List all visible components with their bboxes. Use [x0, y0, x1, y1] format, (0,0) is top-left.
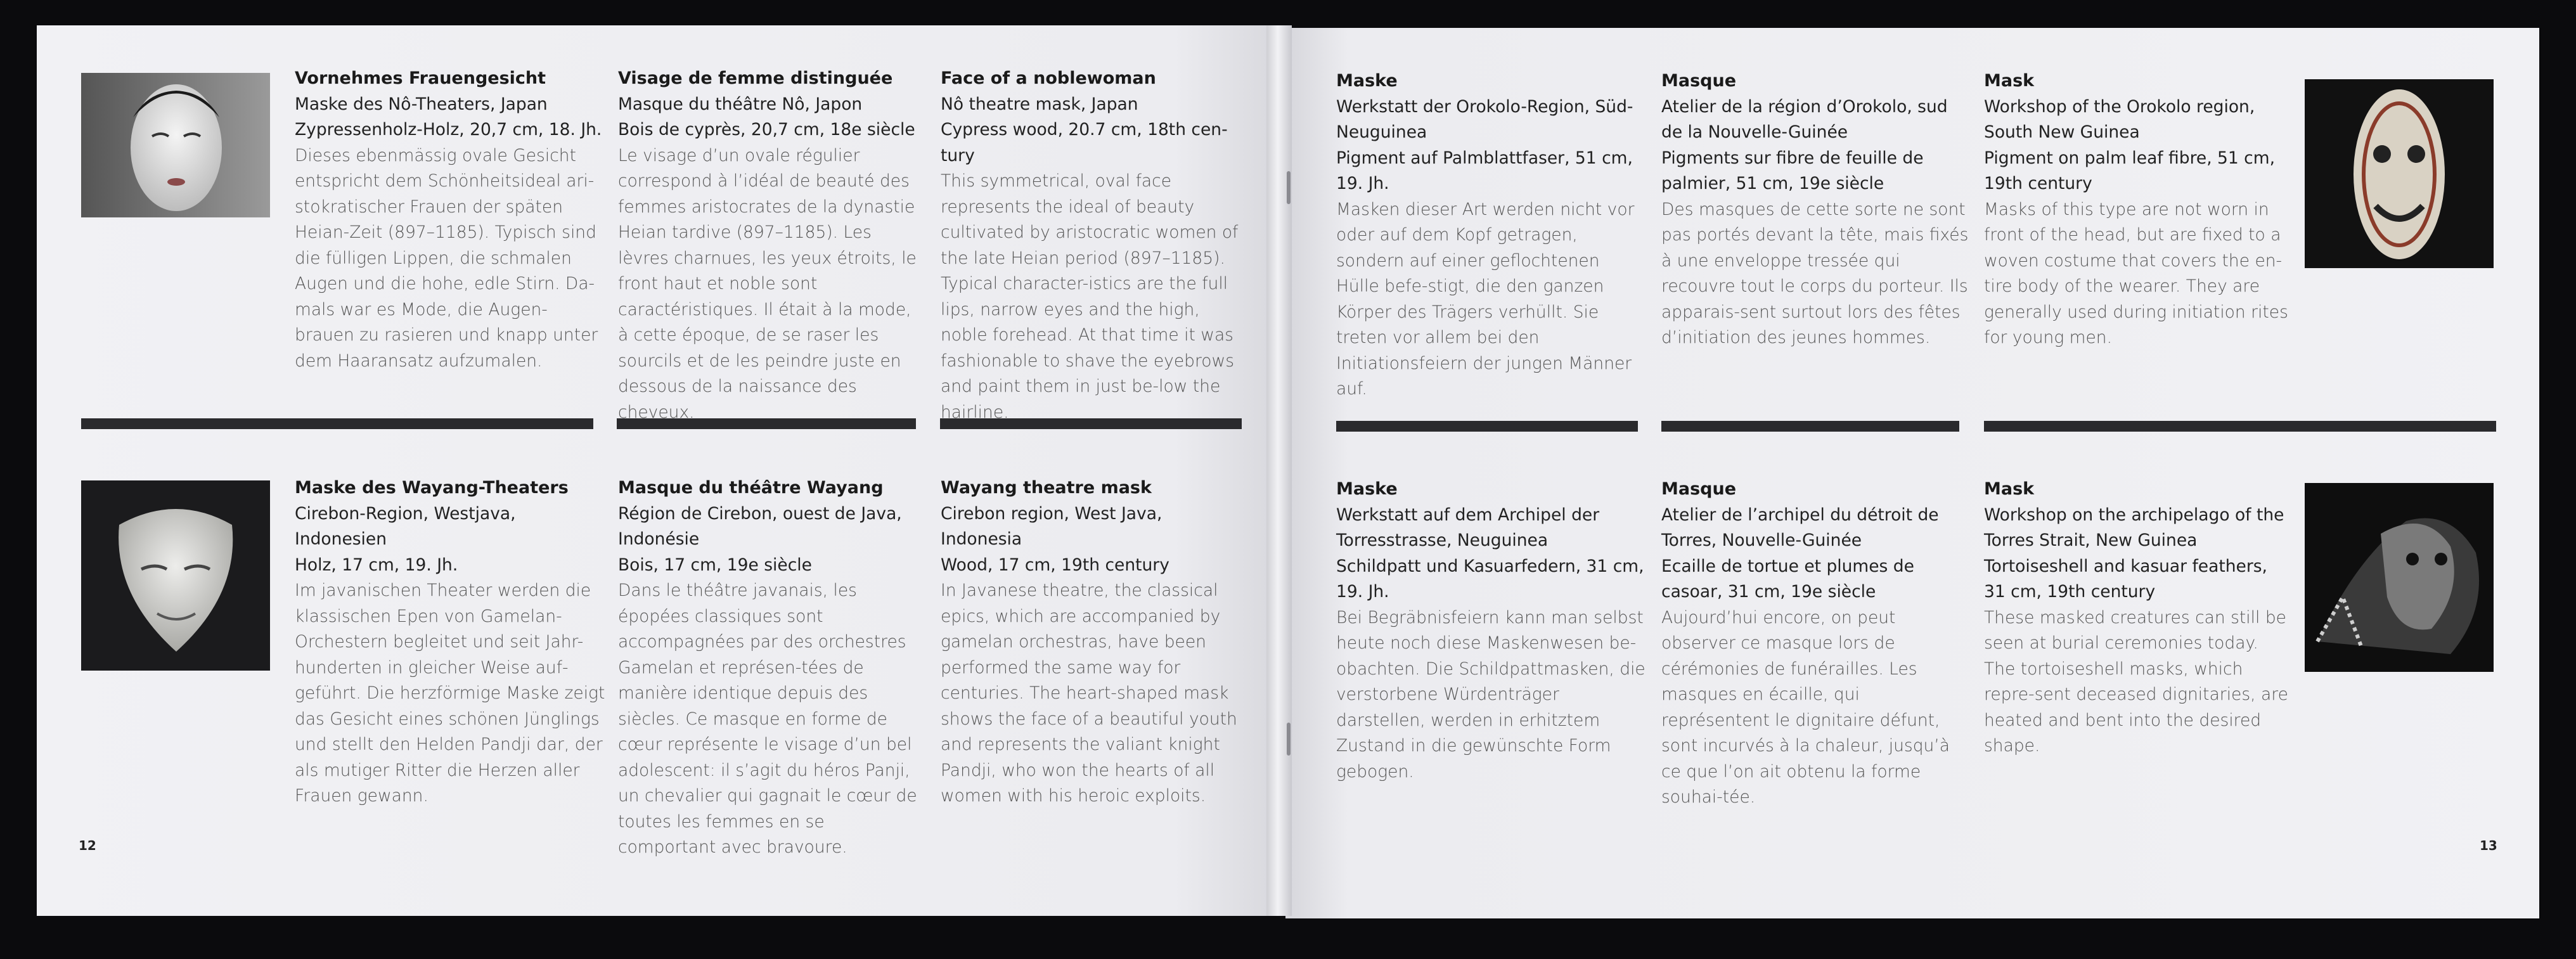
entry-torres-de	[1336, 477, 1647, 785]
entry-subtitle: Cirebon-Region, Westjava, Indonesien Holz, 17 cm, 19. Jh.	[295, 503, 516, 575]
entry-torres-en	[1984, 477, 2288, 759]
entry-subtitle: Werkstatt auf dem Archipel der Torresstrasse, Neuguinea Schildpatt und Kasuarfedern, 31 cm, 19. Jh.	[1336, 505, 1644, 602]
page-number-left: 12	[79, 838, 96, 853]
entry-title: Maske	[1336, 479, 1398, 499]
entry-subtitle: Atelier de la région d’Orokolo, sud de la Nouvelle-Guinée Pigments sur fibre de feuille de palmier, 51 cm, 19e siècle	[1661, 96, 1948, 193]
entry-body: Masks of this type are not worn in front of the head, but are fixed to a woven costume that covers the en-tire body of the wearer. They are generally used during initiation rites for young men.	[1984, 199, 2288, 347]
entry-subtitle: Werkstatt der Orokolo-Region, Süd-Neuguinea Pigment auf Palmblattfaser, 51 cm, 19. Jh.	[1336, 96, 1633, 193]
entry-orokolo-de	[1336, 68, 1647, 402]
entry-body: This symmetrical, oval face represents the ideal of beauty cultivated by aristocratic women of the late Heian period (897–1185). Typical character-istics are the full lips, narrow eyes and the high, noble forehead. At that time it was fashionable to shave the eyebrows and paint them in just be-low the hairline.	[941, 171, 1239, 422]
entry-title: Face of a noblewoman	[941, 68, 1156, 88]
entry-orokolo-fr	[1661, 68, 1972, 351]
entry-subtitle: Workshop on the archipelago of the Torres Strait, New Guinea Tortoiseshell and kasuar feathers, 31 cm, 19th century	[1984, 505, 2284, 602]
torres-mask-photo	[2305, 483, 2494, 672]
entry-noblewoman-de	[295, 66, 605, 374]
entry-title: Masque du théâtre Wayang	[618, 478, 884, 498]
divider-bar	[1984, 421, 2496, 432]
entry-wayang-fr	[618, 475, 922, 861]
entry-body: Dieses ebenmässig ovale Gesicht entspricht dem Schönheitsideal ari-stokratischer Frauen der späten Heian-Zeit (897–1185). Typisch sind die fülligen Lippen, die schmalen Augen und die hohe, edle Stirn. Da-mals war es Mode, die Augen-brauen zu rasieren und knapp unter dem Haaransatz aufzumalen.	[295, 145, 598, 371]
entry-noblewoman-en	[941, 66, 1245, 425]
entry-title: Masque	[1661, 479, 1737, 499]
entry-body: Des masques de cette sorte ne sont pas portés devant la tête, mais fixés à une enveloppe tressée qui recouvre tout le corps du porteur. Ils apparais-sent surtout lors des fêtes d’initiation des jeunes hommes.	[1661, 199, 1969, 347]
entry-body: Bei Begräbnisfeiern kann man selbst heute noch diese Maskenwesen be-obachten. Die Schildpattmasken, die verstorbene Würdenträger darstellen, werden in erhitztem Zustand in die gewünschte Form gebogen.	[1336, 607, 1645, 782]
entry-subtitle: Nô theatre mask, Japan Cypress wood, 20.7 cm, 18th cen-tury	[941, 94, 1228, 165]
staple	[1287, 171, 1291, 204]
divider-bar	[1661, 421, 1959, 432]
entry-subtitle: Workshop of the Orokolo region, South New Guinea Pigment on palm leaf fibre, 51 cm, 19th century	[1984, 96, 2275, 193]
entry-noblewoman-fr	[618, 66, 922, 425]
entry-body: Aujourd’hui encore, on peut observer ce masque lors de cérémonies de funérailles. Les masques en écaille, qui représentent le dignitaire défunt, sont incurvés à la chaleur, jusqu’à ce que l’on ait obtenu la forme souhai-tée.	[1661, 607, 1950, 807]
entry-title: Mask	[1984, 71, 2035, 91]
page-number-right: 13	[2480, 838, 2497, 853]
entry-title: Visage de femme distinguée	[618, 68, 893, 88]
noh-mask-photo	[81, 73, 270, 217]
entry-body: These masked creatures can still be seen at burial ceremonies today. The tortoiseshell masks, which repre-sent deceased dignitaries, are heated and bent into the desired shape.	[1984, 607, 2288, 756]
entry-subtitle: Atelier de l’archipel du détroit de Torres, Nouvelle-Guinée Ecaille de tortue et plumes de casoar, 31 cm, 19e siècle	[1661, 505, 1939, 602]
entry-wayang-en	[941, 475, 1245, 809]
entry-subtitle: Cirebon region, West Java, Indonesia Wood, 17 cm, 19th century	[941, 503, 1169, 575]
entry-subtitle: Masque du théâtre Nô, Japon Bois de cyprès, 20,7 cm, 18e siècle	[618, 94, 915, 139]
entry-body: Im javanischen Theater werden die klassischen Epen von Gamelan-Orchestern begleitet und seit Jahr-hunderten in gleicher Weise auf-geführt. Die herzförmige Maske zeigt das Gesicht eines schönen Jünglings und stellt den Helden Pandji dar, der als mutiger Ritter die Herzen aller Frauen gewann.	[295, 581, 605, 806]
staple	[1287, 723, 1291, 756]
entry-title: Maske	[1336, 71, 1398, 91]
entry-body: In Javanese theatre, the classical epics, which are accompanied by gamelan orchestras, have been performed the same way for centuries. The heart-shaped mask shows the face of a beautiful youth and represents the valiant knight Pandji, who won the hearts of all women with his heroic exploits.	[941, 581, 1237, 806]
entry-title: Wayang theatre mask	[941, 478, 1152, 498]
wayang-mask-photo	[81, 480, 270, 671]
entry-subtitle: Région de Cirebon, ouest de Java, Indonésie Bois, 17 cm, 19e siècle	[618, 503, 902, 575]
entry-body: Le visage d’un ovale régulier correspond à l’idéal de beauté des femmes aristocrates de la dynastie Heian tardive (897–1185). Les lèvres charnues, les yeux étroits, le front haut et noble sont caractéristiques. Il était à la mode, à cette époque, de se raser les sourcils et de les peindre juste en dessous de la naissance des cheveux.	[618, 145, 917, 422]
entry-title: Maske des Wayang-Theaters	[295, 478, 569, 498]
orokolo-mask-photo	[2305, 79, 2494, 268]
entry-title: Vornehmes Frauengesicht	[295, 68, 546, 88]
entry-torres-fr	[1661, 477, 1972, 811]
divider-bar	[1336, 421, 1638, 432]
book-gutter	[1266, 25, 1292, 916]
entry-title: Mask	[1984, 479, 2035, 499]
entry-body: Masken dieser Art werden nicht vor oder auf dem Kopf getragen, sondern auf einer geflochtenen Hülle befe-stigt, die den ganzen Körper des Trägers verhüllt. Sie treten vor allem bei den Initiationsfeiern der jungen Männer auf.	[1336, 199, 1635, 399]
entry-body: Dans le théâtre javanais, les épopées classiques sont accompagnées par des orchestres Gamelan et représen-tées de manière identique depuis des siècles. Ce masque en forme de cœur représente le visage d’un bel adolescent: il s’agit du héros Panji, un chevalier qui gagnait le cœur de toutes les femmes en se comportant avec bravoure.	[618, 581, 917, 857]
entry-orokolo-en	[1984, 68, 2288, 351]
entry-wayang-de	[295, 475, 605, 809]
entry-title: Masque	[1661, 71, 1737, 91]
divider-bar	[81, 418, 593, 429]
entry-subtitle: Maske des Nô-Theaters, Japan Zypressenholz-Holz, 20,7 cm, 18. Jh.	[295, 94, 602, 139]
